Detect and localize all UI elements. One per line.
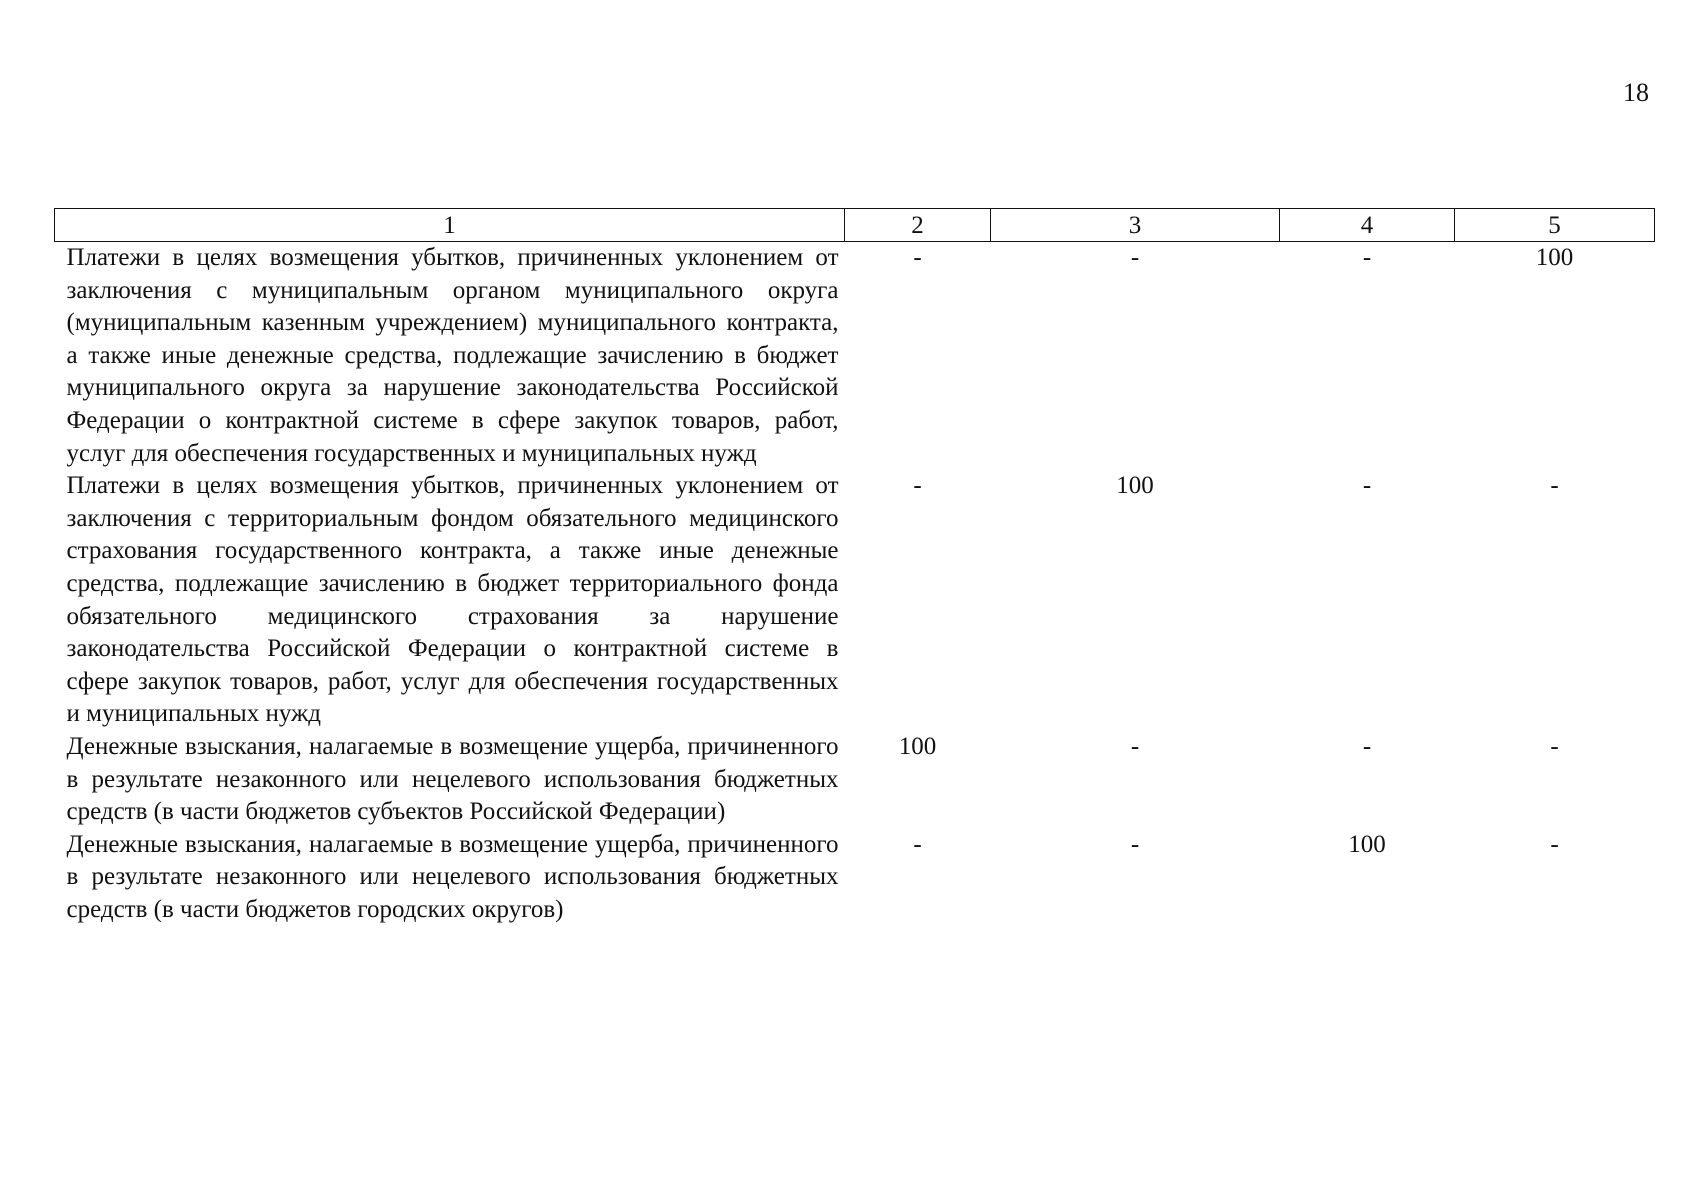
row-value-col5: 100: [1535, 244, 1574, 271]
row-value-col4: -: [1362, 732, 1372, 760]
column-header-3: 3: [991, 209, 1280, 242]
row-description: Платежи в целях возмещения убытков, причиненных уклонением от заключения с территориальным фондом обязательного медицинского страхования государственного контракта, а также иные денежные средства, подлежащие зачислению в бюджет территориального фонда обязательного медицинского страхования за нарушение законодательства Российской Федерации о контрактной системе в сфере закупок товаров, работ, услуг для обеспечения государственных и муниципальных нужд: [66, 472, 839, 728]
row-description: Платежи в целях возмещения убытков, причиненных уклонением от заключения с муниципальным органом муниципального округа (муниципальным казенным учреждением) муниципального контракта, а также иные денежные средства, подлежащие зачислению в бюджет муниципального округа за нарушение законодательства Российской Федерации о контрактной системе в сфере закупок товаров, работ, услуг для обеспечения государственных и муниципальных нужд: [66, 244, 839, 467]
table-header: [55, 209, 1655, 242]
row-value-col3: 100: [1116, 472, 1154, 500]
column-header-4: 4: [1280, 209, 1455, 242]
column-header-2: 2: [845, 209, 991, 242]
row-value-col5: -: [1550, 472, 1559, 500]
row-description: Денежные взыскания, налагаемые в возмещение ущерба, причиненного в результате незаконного или нецелевого использования бюджетных средств (в части бюджетов субъектов Российской Федерации): [66, 732, 839, 826]
column-header-1: 1: [55, 209, 845, 242]
table-body: [55, 242, 1655, 927]
table-row: [55, 829, 1655, 927]
row-value-col2: 100: [898, 732, 937, 760]
row-value-col3: -: [1130, 732, 1140, 760]
row-value-col2: -: [913, 472, 922, 500]
row-description: Денежные взыскания, налагаемые в возмещение ущерба, причиненного в результате незаконного или нецелевого использования бюджетных средств (в части бюджетов городских округов): [66, 830, 839, 923]
header-row: [55, 209, 1655, 242]
revenue-distribution-table: [54, 208, 1655, 926]
row-value-col3: -: [1130, 244, 1140, 271]
page-number: 18: [1623, 78, 1649, 107]
row-value-col4: -: [1362, 244, 1372, 271]
row-value-col5: -: [1550, 732, 1559, 760]
column-header-5: 5: [1455, 209, 1655, 242]
row-value-col2: -: [913, 830, 922, 858]
table-row: [55, 470, 1655, 731]
table-row: [55, 731, 1655, 829]
row-value-col4: -: [1362, 472, 1372, 500]
table-row: [55, 242, 1655, 471]
row-value-col4: 100: [1348, 830, 1386, 858]
row-value-col2: -: [913, 244, 922, 271]
row-value-col5: -: [1550, 830, 1559, 858]
row-value-col3: -: [1130, 830, 1140, 858]
